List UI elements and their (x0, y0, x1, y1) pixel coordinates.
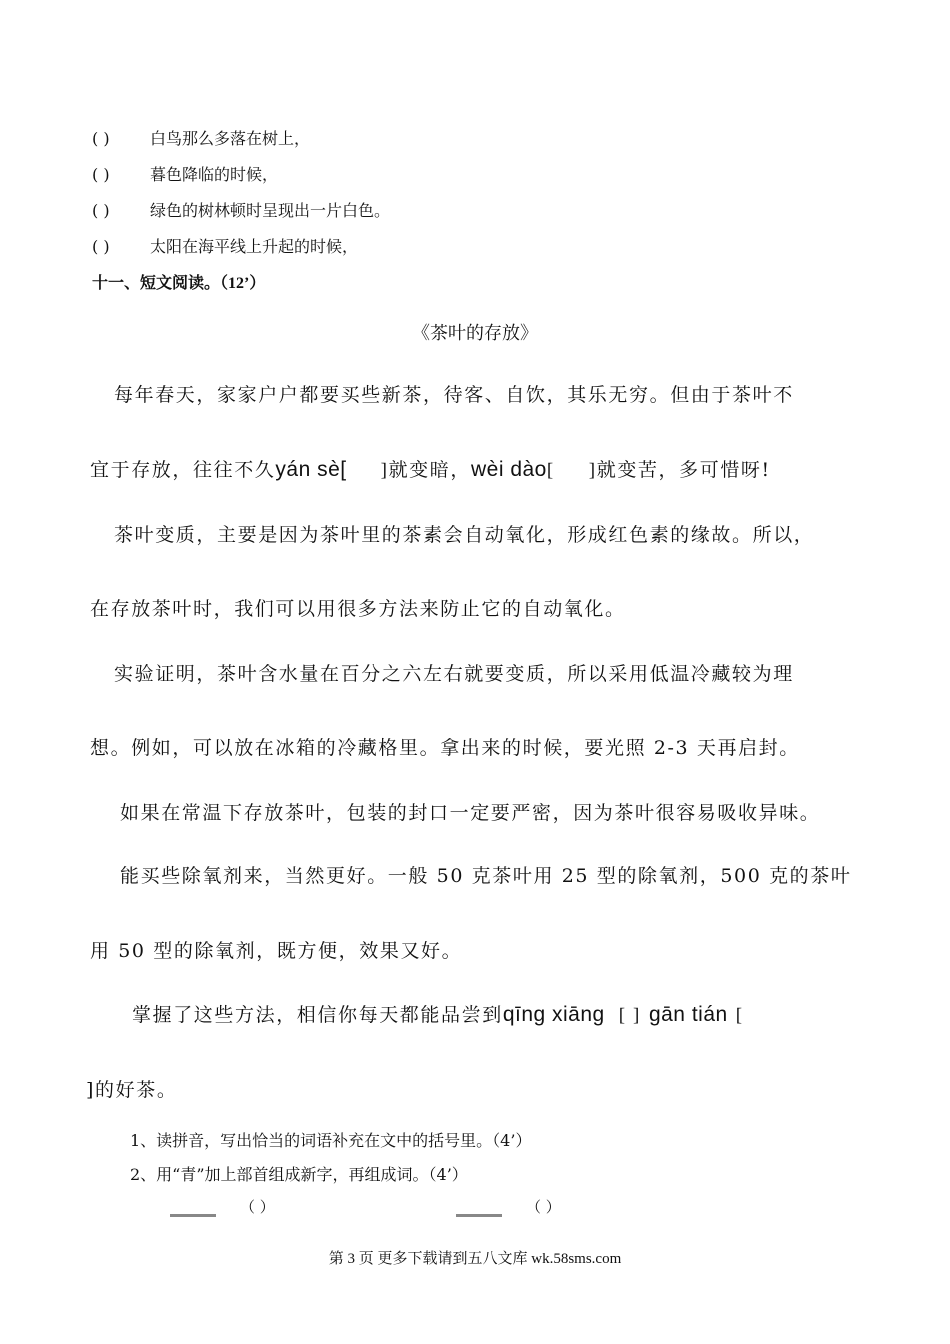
passage-line: 每年春天，家家户户都要买些新茶，待客、自饮，其乐无穷。但由于茶叶不 (114, 384, 794, 406)
question-2: 2、用“青”加上部首组成新字，再组成词。（4’） (130, 1165, 468, 1184)
answer-paren: ( ) (92, 165, 110, 184)
ordering-item (92, 198, 390, 221)
answer-paren: ( ) (92, 129, 110, 148)
ordering-text: 白鸟那么多落在树上， (150, 129, 311, 148)
pinyin-prompt: yán sè[ (275, 458, 347, 481)
pinyin-prompt: wèi dào (470, 458, 547, 481)
passage-text: 就变苦，多可惜呀! (596, 459, 771, 481)
passage-line (132, 1000, 744, 1027)
answer-paren[interactable]: （ ） (526, 1198, 561, 1216)
passage-text: 掌握了这些方法，相信你每天都能品尝到 (132, 1004, 503, 1026)
ordering-item (92, 162, 278, 185)
ordering-item (92, 126, 310, 149)
bracket: [ ] (618, 1005, 641, 1026)
ordering-text: 暮色降临的时候， (150, 165, 279, 184)
passage-line: 能买些除氧剂来，当然更好。一般 50 克茶叶用 25 型的除氧剂，500 克的茶叶 (120, 865, 852, 887)
passage-line: 如果在常温下存放茶叶，包装的封口一定要严密，因为茶叶很容易吸收异味。 (120, 802, 821, 824)
passage-line: 想。例如，可以放在冰箱的冷藏格里。拿出来的时候，要光照 2-3 天再启封。 (90, 737, 800, 759)
question-1: 1、读拼音，写出恰当的词语补充在文中的括号里。（4’） (130, 1131, 532, 1150)
passage-line (90, 455, 771, 482)
answer-blank-line[interactable] (170, 1214, 216, 1217)
bracket: [ (735, 1005, 744, 1026)
ordering-text: 绿色的树林顿时呈现出一片白色。 (150, 201, 391, 220)
bracket: ] (380, 460, 389, 481)
pinyin-prompt: gān tián (648, 1003, 728, 1026)
pinyin-prompt: qīng xiāng (502, 1003, 605, 1026)
passage-line: 茶叶变质，主要是因为茶叶里的茶素会自动氧化，形成红色素的缘故。所以， (114, 524, 815, 546)
passage-text: 就变暗， (388, 459, 471, 481)
bracket: [ (546, 460, 555, 481)
answer-paren[interactable]: （ ） (240, 1198, 275, 1216)
ordering-text: 太阳在海平线上升起的时候， (150, 237, 359, 256)
passage-line: ]的好茶。 (86, 1079, 178, 1101)
answer-blank-line[interactable] (456, 1214, 502, 1217)
answer-paren: ( ) (92, 201, 110, 220)
section-heading: 十一、短文阅读。（12’） (92, 275, 266, 292)
passage-line: 用 50 型的除氧剂，既方便，效果又好。 (90, 940, 463, 962)
page-footer: 第 3 页 更多下载请到五八文库 wk.58sms.com (328, 1251, 622, 1267)
passage-line: 在存放茶叶时，我们可以用很多方法来防止它的自动氧化。 (90, 598, 626, 620)
passage-title: 《茶叶的存放》 (412, 323, 538, 344)
passage-line: 实验证明，茶叶含水量在百分之六左右就要变质，所以采用低温冷藏较为理 (114, 663, 794, 685)
passage-text: 宜于存放，往往不久 (90, 459, 276, 481)
ordering-item (92, 234, 358, 257)
bracket: ] (588, 460, 597, 481)
answer-paren: ( ) (92, 237, 110, 256)
